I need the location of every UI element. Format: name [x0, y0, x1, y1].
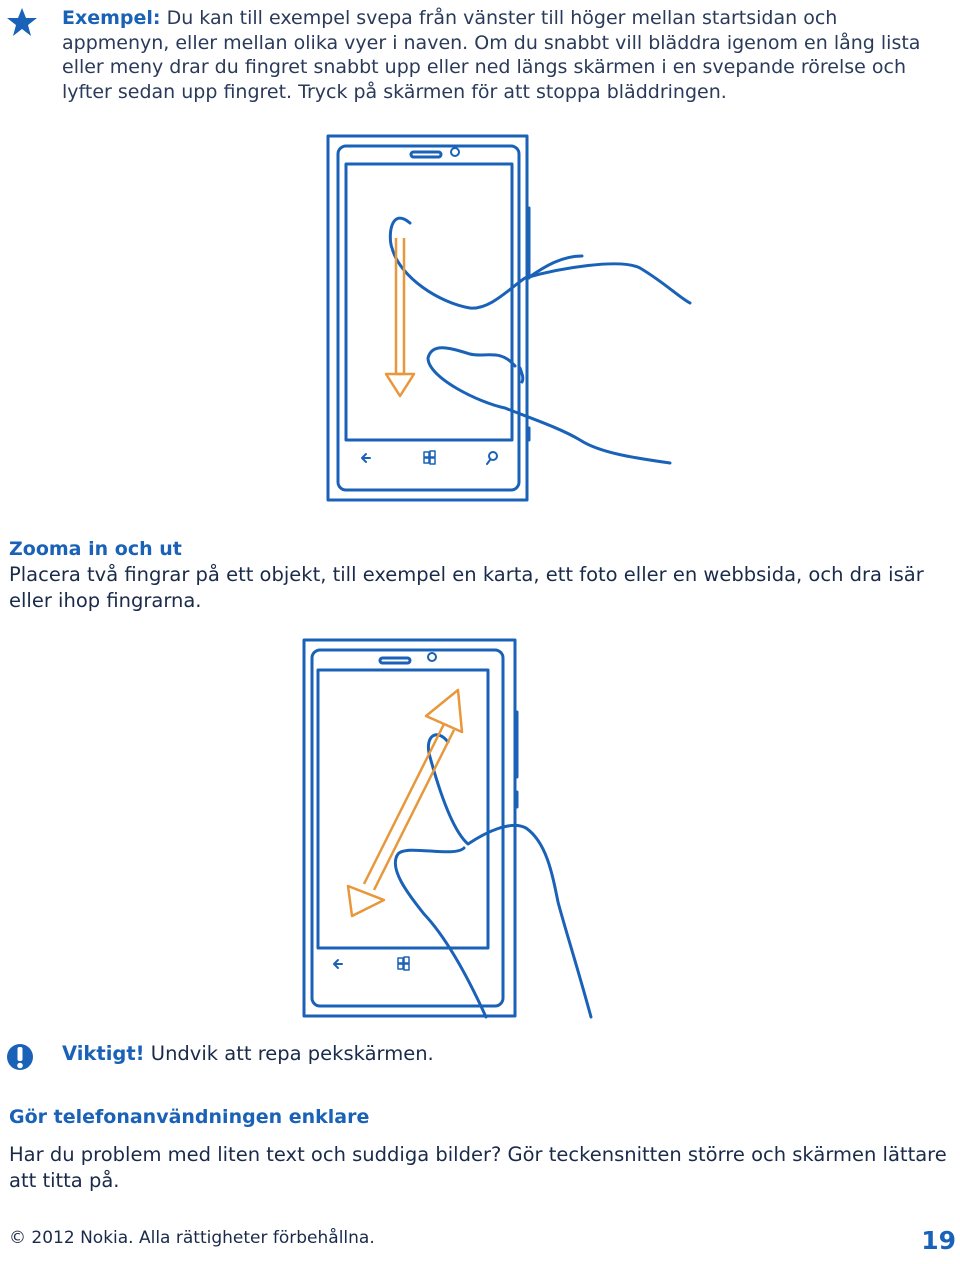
zoom-arrow-shaft: [364, 724, 454, 890]
tip-text: Du kan till exempel svepa från vänster till höger mellan startsidan och appmenyn, eller mellan olika vyer i naven. Om du snabbt vill bläddra igenom en lång lista eller meny drar du fingret snabbt upp eller ned längs skärmen i en svepande rörelse och lyfter sedan upp fingret. Tryck på skärmen för att stoppa bläddringen.: [62, 7, 921, 103]
scroll-arrow-head: [386, 374, 414, 396]
phone-screen: [346, 164, 512, 440]
phone-screen: [318, 670, 488, 948]
exclamation-icon: [6, 1042, 34, 1072]
page-number: 19: [921, 1226, 956, 1255]
zoom-text: Placera två fingrar på ett objekt, till exempel en karta, ett foto eller en webbsida, och dra isär eller ihop fingrarna.: [9, 563, 924, 612]
easier-text: Har du problem med liten text och suddiga bilder? Gör teckensnitten större och skärmen lättare att titta på.: [9, 1143, 947, 1192]
important-text: Undvik att repa pekskärmen.: [144, 1042, 434, 1065]
pinch-zoom-illustration: [296, 632, 670, 1024]
tip-label: Exempel:: [62, 7, 161, 29]
scroll-gesture-illustration: [300, 128, 700, 508]
tip-paragraph: [62, 6, 942, 104]
important-label: Viktigt!: [62, 1042, 145, 1065]
easier-heading: Gör telefonanvändningen enklare: [9, 1106, 370, 1128]
copyright-footer: © 2012 Nokia. Alla rättigheter förbehållna.: [9, 1228, 375, 1248]
scroll-arrow-shaft: [396, 238, 404, 374]
zoom-arrow-head-down: [348, 886, 384, 916]
phone-bezel: [338, 146, 519, 490]
phone-body: [328, 136, 527, 500]
important-note: [62, 1042, 434, 1065]
star-icon: [6, 6, 38, 38]
phone-bezel: [312, 650, 503, 1006]
zoom-heading: Zooma in och ut: [9, 538, 182, 560]
